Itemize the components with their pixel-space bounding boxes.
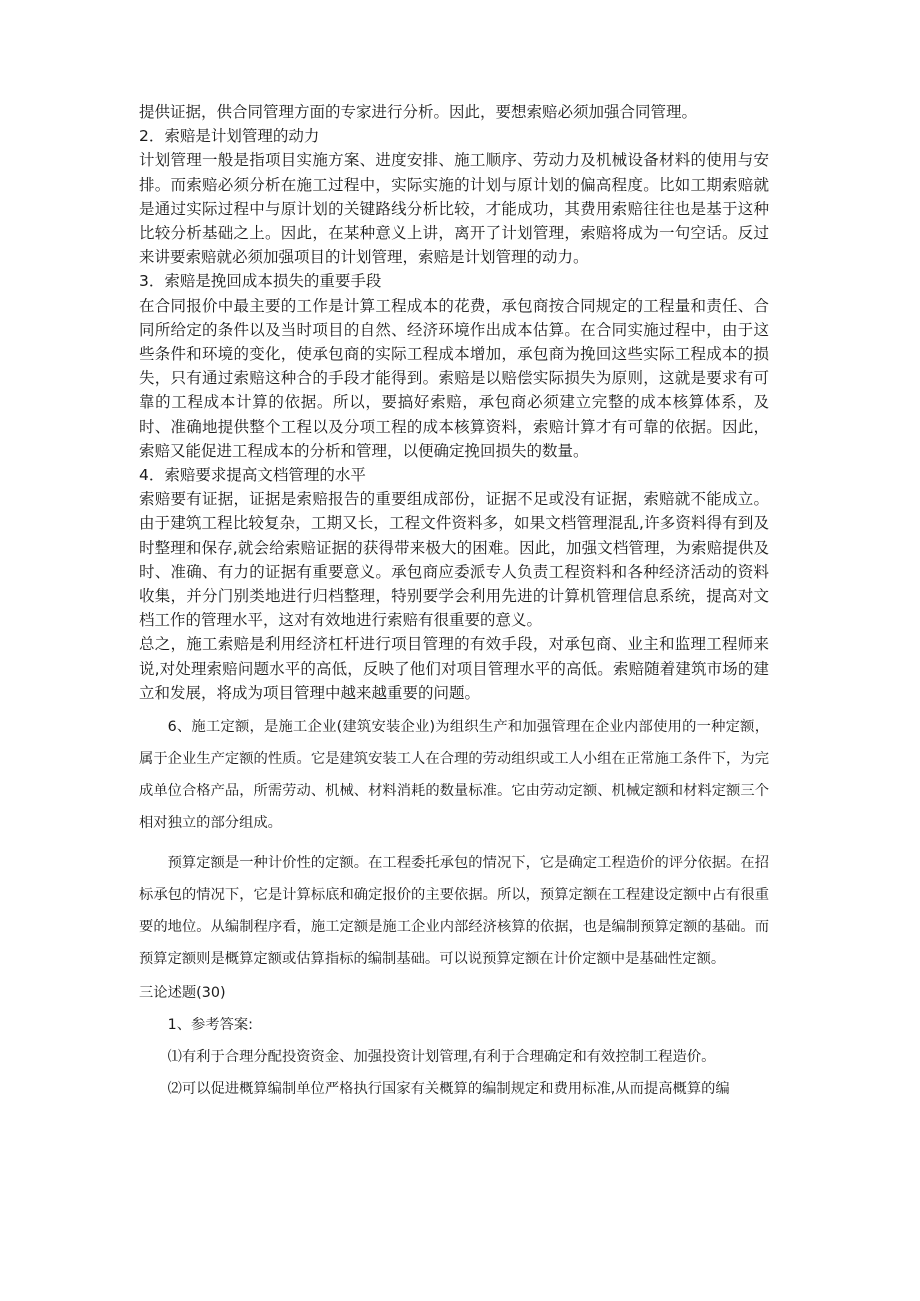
paragraph-document-management: 索赔要有证据，证据是索赔报告的重要组成部份，证据不足或没有证据，索赔就不能成立。由于建筑工程比较复杂，工期又长，工程文件资料多，如果文档管理混乱,许多资料得有到及时整理和保存,就会给索赔证据的获得带来极大的困难。因此，加强文档管理，为索赔提供及时、准确、有力的证据有重要意义。承包商应委派专人负责工程资料和各种经济活动的资料收集，并分门别类地进行归档整理，特别要学会利用先进的计算机管理信息系统，提高对文档工作的管理水平，这对有效地进行索赔有很重要的意义。 bbox=[139, 490, 769, 630]
answer-label: 1、参考答案: bbox=[167, 1017, 253, 1034]
paragraph-cost-recovery: 在合同报价中最主要的工作是计算工程成本的花费，承包商按合同规定的工程量和责任、合同所给定的条件以及当时项目的自然、经济环境作出成本估算。在合同实施过程中，由于这些条件和环境的变化，使承包商的实际工程成本增加，承包商为挽回这些实际工程成本的损失，只有通过索赔这种合的手段才能得到。索赔是以赔偿实际损失为原则，这就是要求有可靠的工程成本计算的依据。所以，要搞好索赔，承包商必须建立完整的成本核算体系，及时、准确地提供整个工程以及分项工程的成本核算资料，索赔计算才有可靠的依据。因此，索赔又能促进工程成本的分析和管理，以便确定挽回损失的数量。 bbox=[139, 296, 769, 460]
paragraph-gap bbox=[139, 839, 769, 847]
answer-item-2: ⑵可以促进概算编制单位严格执行国家有关概算的编制规定和费用标准,从而提高概算的编 bbox=[167, 1081, 730, 1098]
paragraph-plan-management: 计划管理一般是指项目实施方案、进度安排、施工顺序、劳动力及机械设备材料的使用与安排。而索赔必须分析在施工过程中，实际实施的计划与原计划的偏高程度。比如工期索赔就是通过实际过程中与原计划的关键路线分析比较，才能成功，其费用索赔往往也是基于这种比较分析基础之上。因此，在某种意义上讲，离开了计划管理，索赔将成为一句空话。反过来讲要索赔就必须加强项目的计划管理，索赔是计划管理的动力。 bbox=[139, 151, 769, 267]
answer-item-1: ⑴有利于合理分配投资资金、加强投资计划管理,有利于合理确定和有效控制工程造价。 bbox=[167, 1049, 716, 1066]
document-body bbox=[139, 100, 769, 1105]
heading-plan-management: 2．索赔是计划管理的动力 bbox=[139, 127, 320, 146]
quota-section bbox=[139, 711, 769, 1105]
paragraph-summary: 总之，施工索赔是利用经济杠杆进行项目管理的有效手段，对承包商、业主和监理工程师来说,对处理索赔问题水平的高低，反映了他们对项目管理水平的高低。索赔随着建筑市场的建立和发展，将成为项目管理中越来越重要的问题。 bbox=[139, 635, 769, 702]
heading-cost-recovery: 3．索赔是挽回成本损失的重要手段 bbox=[139, 272, 382, 291]
claims-section bbox=[139, 100, 769, 705]
paragraph-budget-quota: 预算定额是一种计价性的定额。在工程委托承包的情况下，它是确定工程造价的评分依据。在招标承包的情况下，它是计算标底和确定报价的主要依据。所以，预算定额在工程建设定额中占有很重要的地位。从编制程序看，施工定额是施工企业内部经济核算的依据，也是编制预算定额的基础。而预算定额则是概算定额或估算指标的编制基础。可以说预算定额在计价定额中是基础性定额。 bbox=[139, 855, 769, 968]
paragraph-contract-management-end: 提供证据，供合同管理方面的专家进行分析。因此，要想索赔必须加强合同管理。 bbox=[139, 103, 698, 121]
heading-document-management: 4．索赔要求提高文档管理的水平 bbox=[139, 466, 366, 485]
paragraph-construction-quota: 6、施工定额，是施工企业(建筑安装企业)为组织生产和加强管理在企业内部使用的一种定额，属于企业生产定额的性质。它是建筑安装工人在合理的劳动组织或工人小组在正常施工条件下，为完成单位合格产品，所需劳动、机械、材料消耗的数量标准。它由劳动定额、机械定额和材料定额三个相对独立的部分组成。 bbox=[139, 719, 769, 832]
section-title-essay-questions: 三论述题(30) bbox=[139, 985, 226, 1002]
